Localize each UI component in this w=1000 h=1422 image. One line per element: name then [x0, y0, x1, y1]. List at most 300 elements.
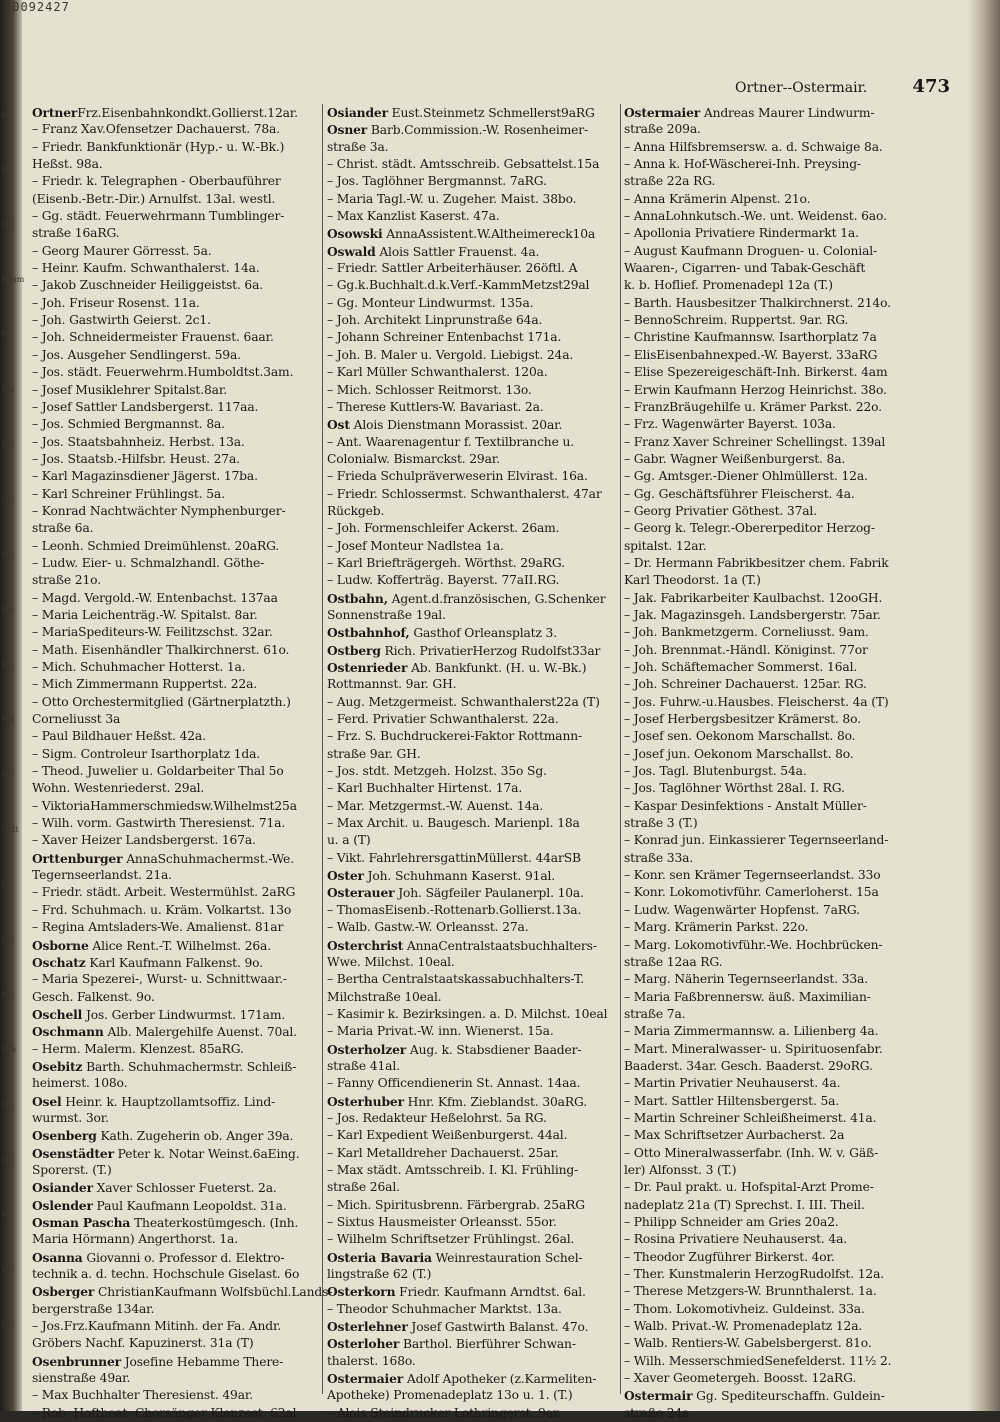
entry-text: – Sixtus Hausmeister Orleansst. 55or. [327, 1215, 557, 1229]
directory-entry-line [624, 503, 920, 520]
gutter-fragment: nd. [1, 220, 14, 229]
directory-entry-line [624, 312, 920, 329]
entry-text: Josefine Hebamme There- [120, 1354, 284, 1369]
gutter-fragment: Pr [1, 880, 11, 889]
entry-text: Frz.Eisenbahnkondkt.Gollierst.12ar. [77, 106, 298, 120]
gutter-fragment: Ma [1, 385, 14, 394]
entry-text: – Konr. Lokomotivführ. Camerloherst. 15a [624, 885, 879, 900]
directory-entry-line [624, 884, 920, 901]
directory-entry-line [624, 1214, 920, 1231]
entry-text: – Friedr. Bankfunktionär (Hyp.- u. W.-Bk.) [32, 139, 285, 154]
entry-text: straße 3a. [327, 139, 389, 154]
column-rule [620, 104, 621, 1394]
entry-text: nadeplatz 21a (T) Sprechst. I. III. Theil. [624, 1197, 865, 1212]
entry-text: – Otto Orchestermitglied (Gärtnerplatzth.) [32, 694, 291, 709]
directory-entry-line [327, 1162, 616, 1179]
directory-entry-line [327, 1093, 616, 1110]
directory-entry-line [624, 728, 920, 745]
entry-text: – Jos. Tagl. Blutenburgst. 54a. [624, 764, 807, 779]
entry-text: AnnaSchuhmachermst.-We. [122, 851, 294, 866]
entry-text: Rückgeb. [327, 503, 385, 518]
directory-entry-line [32, 277, 317, 294]
directory-entry-line [624, 295, 920, 312]
directory-entry-line [624, 382, 920, 399]
entry-text: straße 33a. [624, 850, 694, 865]
entry-text: Xaver Schlosser Fueterst. 2a. [92, 1181, 277, 1196]
entry-text: – Karl Magazinsdiener Jägerst. 17ba. [32, 469, 258, 484]
entry-text: – Martin Privatier Neuhauserst. 4a. [624, 1076, 841, 1091]
entry-text: – Paul Bildhauer Heßst. 42a. [32, 729, 206, 744]
directory-entry-line [624, 1370, 920, 1387]
directory-entry-line [327, 295, 616, 312]
entry-text: – Walb. Rentiers-W. Gabelsbergerst. 81o. [624, 1336, 872, 1351]
directory-entry-line [624, 1041, 920, 1058]
directory-entry-line [32, 902, 317, 919]
entry-text: AnnaCentralstaatsbuchhalters- [403, 938, 597, 953]
directory-entry-line [327, 832, 616, 849]
entry-text: – Johann Schreiner Entenbachst 171a. [327, 330, 562, 345]
directory-entry-line [32, 243, 317, 260]
entry-text: thalerst. 168o. [327, 1353, 416, 1368]
directory-entry-line [327, 763, 616, 780]
directory-entry-line [327, 329, 616, 346]
gutter-fragment: ins [1, 770, 13, 779]
directory-entry-line [624, 1075, 920, 1092]
directory-entry-line [327, 746, 616, 763]
directory-entry-line [327, 1075, 616, 1092]
page-edge [968, 0, 1000, 1411]
directory-entry-line [32, 867, 317, 884]
entry-text: – Mar. Metzgermst.-W. Auenst. 14a. [327, 798, 544, 813]
entry-text: Rich. PrivatierHerzog Rudolfst33ar [380, 643, 601, 658]
entry-text: Barb.Commission.-W. Rosenheimer- [367, 123, 589, 138]
entry-text: Colonialw. Bismarckst. 29ar. [327, 451, 500, 466]
entry-text: – Ant. Waarenagentur f. Textilbranche u. [327, 434, 574, 449]
directory-column-3 [624, 104, 920, 1422]
entry-text: Joh. Sägfeiler Paulanerpl. 10a. [394, 886, 584, 901]
directory-entry-line [327, 225, 616, 242]
directory-entry-line [327, 520, 616, 537]
directory-entry-line [624, 780, 920, 797]
directory-entry-line [32, 1266, 317, 1283]
directory-entry-line [624, 468, 920, 485]
entry-text: – Leonh. Schmied Dreimühlenst. 20aRG. [32, 538, 280, 553]
entry-text: straße 26al. [327, 1180, 400, 1195]
directory-entry-line [327, 121, 616, 138]
entry-text: – Sigm. Controleur Isarthorplatz 1da. [32, 746, 261, 761]
directory-entry-line [624, 1405, 920, 1422]
directory-entry-line [32, 919, 317, 936]
surname-heading: Osenbrunner [32, 1353, 121, 1369]
entry-text: Alois Sattler Frauenst. 4a. [375, 244, 540, 259]
entry-text: Baaderst. 34ar. Gesch. Baaderst. 29oRG. [624, 1058, 873, 1073]
surname-heading: Ost [327, 417, 350, 433]
directory-entry-line [32, 1162, 317, 1179]
surname-heading: Osteria Bavaria [327, 1249, 432, 1265]
entry-text: – Jos. Fuhrw.-u.Hausbes. Fleischerst. 4a (T) [624, 694, 889, 709]
directory-entry-line [32, 121, 317, 138]
entry-text: u. a (T) [327, 833, 371, 848]
directory-entry-line [327, 1283, 616, 1300]
entry-text: straße 6a. [32, 521, 94, 536]
entry-text: – Alois Steindrucker Lothringerst. 9ar. [327, 1405, 561, 1420]
entry-text: – Gg. Amtsger.-Diener Ohlmüllerst. 12a. [624, 469, 868, 484]
directory-entry-line [32, 1405, 317, 1422]
entry-text: Joh. Schuhmann Kaserst. 91al. [363, 869, 556, 884]
directory-entry-line [32, 312, 317, 329]
surname-heading: Osiander [32, 1180, 93, 1196]
gutter-fragment: Vo [1, 1265, 11, 1274]
directory-entry-line [32, 954, 317, 971]
directory-entry-line [32, 538, 317, 555]
entry-text: Agent.d.französischen, G.Schenker [387, 591, 606, 606]
entry-text: – Gg. Geschäftsführer Fleischerst. 4a. [624, 486, 855, 501]
surname-heading: Osterhuber [327, 1093, 404, 1109]
directory-entry-line [624, 1197, 920, 1214]
entry-text: – Apollonia Privatiere Rindermarkt 1a. [624, 226, 859, 241]
directory-entry-line [624, 1387, 920, 1404]
entry-text: – Barth. Hausbesitzer Thalkirchnerst. 214o. [624, 295, 891, 310]
entry-text: Paul Kaufmann Leopoldst. 31a. [92, 1198, 287, 1213]
surname-heading: Osenstädter [32, 1145, 114, 1161]
directory-entry-line [624, 416, 920, 433]
entry-text: Alois Dienstmann Morassist. 20ar. [349, 418, 563, 433]
directory-entry-line [624, 1058, 920, 1075]
entry-text: – Josef Monteur Nadlstea 1a. [327, 538, 504, 553]
entry-text: – Georg Privatier Göthest. 37al. [624, 503, 817, 518]
directory-entry-line [624, 555, 920, 572]
directory-entry-line [624, 191, 920, 208]
entry-text: wurmst. 3or. [32, 1110, 109, 1125]
entry-text: – Max städt. Amtsschreib. I. Kl. Frühling- [327, 1162, 579, 1177]
directory-entry-line [624, 156, 920, 173]
entry-text: – Regina Amtsladers-We. Amalienst. 81ar [32, 920, 284, 935]
entry-text: – Elise Spezereigeschäft-Inh. Birkerst. 4am [624, 365, 888, 380]
directory-entry-line [624, 1127, 920, 1144]
entry-text: – Magd. Vergold.-W. Entenbachst. 137aa [32, 590, 278, 605]
gutter-fragment: Ma [1, 440, 14, 449]
directory-entry-line [32, 1041, 317, 1058]
directory-entry-line [32, 329, 317, 346]
directory-entry-line [327, 798, 616, 815]
directory-entry-line [624, 1145, 920, 1162]
directory-entry-line [32, 1318, 317, 1335]
directory-entry-line [32, 347, 317, 364]
entry-text: ler) Alfonsst. 3 (T.) [624, 1162, 737, 1177]
entry-text: – Christine Kaufmannsw. Isarthorplatz 7a [624, 330, 877, 345]
gutter-fragment: Ma [1, 715, 14, 724]
entry-text: – Therese Metzgers-W. Brunnthalerst. 1a. [624, 1284, 877, 1299]
entry-text: Rottmannst. 9ar. GH. [327, 677, 457, 692]
directory-entry-line [327, 1335, 616, 1352]
directory-entry-line [624, 815, 920, 832]
directory-entry-line [32, 763, 317, 780]
directory-entry-line [32, 364, 317, 381]
directory-entry-line [327, 1370, 616, 1387]
entry-text: – Georg k. Telegr.-Obererpeditor Herzog- [624, 521, 875, 536]
directory-entry-line [624, 572, 920, 589]
entry-text: – Wilh. MesserschmiedSenefelderst. 11½ 2. [624, 1353, 892, 1368]
entry-text: Wwe. Milchst. 10eal. [327, 954, 455, 969]
directory-entry-line [624, 364, 920, 381]
entry-text: Andreas Maurer Lindwurm- [700, 106, 875, 120]
gutter-fragment: Co [1, 1100, 12, 1109]
directory-entry-line [32, 798, 317, 815]
entry-text: – Therese Kuttlers-W. Bavariast. 2a. [327, 399, 544, 414]
directory-entry-line [624, 1353, 920, 1370]
directory-entry-line [624, 954, 920, 971]
entry-text: – Max Archit. u. Baugesch. Marienpl. 18a [327, 816, 580, 831]
entry-text: heimerst. 108o. [32, 1076, 128, 1091]
entry-text: – Math. Eisenhändler Thalkirchnerst. 61o. [32, 642, 290, 657]
entry-text: Barth. Schuhmachermstr. Schleiß- [82, 1059, 297, 1074]
directory-entry-line [327, 1110, 616, 1127]
surname-heading: Osanna [32, 1249, 83, 1265]
directory-entry-line [32, 1197, 317, 1214]
directory-entry-line [32, 382, 317, 399]
gutter-fragment: Ge [1, 495, 13, 504]
entry-text: Tegernseerlandst. 21a. [32, 868, 172, 883]
directory-entry-line [327, 1127, 616, 1144]
directory-entry-line [624, 937, 920, 954]
entry-text: – Karl Müller Schwanthalerst. 120a. [327, 365, 548, 380]
surname-heading: Ostbahnhof, [327, 625, 410, 641]
entry-text: straße 9ar. GH. [327, 746, 421, 761]
directory-entry-line [624, 1006, 920, 1023]
entry-text: Jos. Gerber Lindwurmst. 171am. [82, 1007, 286, 1022]
directory-entry-line [327, 1301, 616, 1318]
entry-text: Gg. Spediteurschaffn. Guldein- [692, 1389, 885, 1404]
directory-entry-line [327, 104, 616, 121]
directory-entry-line [624, 104, 920, 121]
directory-entry-line [624, 676, 920, 693]
directory-entry-line [327, 971, 616, 988]
entry-text: – Joh. Bankmetzgerm. Corneliusst. 9am. [624, 625, 869, 640]
entry-text: – Joh. Brennmat.-Händl. Königinst. 77or [624, 642, 868, 657]
surname-heading: Osterholzer [327, 1041, 407, 1057]
entry-text: – Thom. Lokomotivheiz. Guldeinst. 33a. [624, 1301, 865, 1316]
entry-text: Barthol. Bierführer Schwan- [399, 1337, 576, 1352]
surname-heading: Osterkorn [327, 1284, 396, 1300]
directory-entry-line [32, 989, 317, 1006]
directory-entry-line [32, 1006, 317, 1023]
surname-heading: Osowski [327, 226, 383, 242]
entry-text: – Vikt. FahrlehrersgattinMüllerst. 44arSB [327, 850, 581, 865]
directory-entry-line [327, 382, 616, 399]
surname-heading: Osborne [32, 937, 89, 953]
surname-heading: Oschell [32, 1006, 83, 1022]
surname-heading: Oschatz [32, 954, 86, 970]
entry-text: Sporerst. (T.) [32, 1162, 112, 1177]
directory-entry-line [327, 486, 616, 503]
directory-entry-line [624, 607, 920, 624]
entry-text: – FranzBräugehilfe u. Krämer Parkst. 22o. [624, 399, 882, 414]
directory-entry-line [32, 468, 317, 485]
directory-entry-line [32, 1283, 333, 1300]
entry-text: – Jak. Fabrikarbeiter Kaulbachst. 12ooGH. [624, 590, 883, 605]
directory-entry-line [327, 1179, 616, 1196]
directory-entry-line [327, 277, 616, 294]
directory-entry-line [624, 694, 920, 711]
directory-entry-line [327, 780, 616, 797]
directory-entry-line [327, 139, 616, 156]
entry-text: Alb. Malergehilfe Auenst. 70al. [103, 1025, 297, 1040]
entry-text: – Frd. Schuhmach. u. Kräm. Volkartst. 13o [32, 902, 292, 917]
entry-text: Ab. Bankfunkt. (H. u. W.-Bk.) [407, 661, 587, 675]
directory-entry-line [327, 1318, 616, 1335]
directory-entry-line [327, 624, 616, 641]
surname-heading: Osebitz [32, 1058, 83, 1074]
directory-entry-line [624, 902, 920, 919]
directory-entry-line [32, 815, 317, 832]
entry-text: Milchstraße 10eal. [327, 989, 442, 1004]
surname-heading: Ostberg [327, 642, 381, 658]
directory-entry-line [32, 1249, 317, 1266]
entry-text: – Max Buchhalter Theresienst. 49ar. [32, 1388, 254, 1403]
directory-entry-line [624, 225, 920, 242]
entry-text: – Karl Buchhalter Hirtenst. 17a. [327, 781, 523, 796]
directory-entry-line [327, 173, 616, 190]
entry-text: – Franz Xaver Schreiner Schellingst. 139al [624, 434, 886, 449]
directory-entry-line [624, 919, 920, 936]
entry-text: – Ludw. Kofferträg. Bayerst. 77aII.RG. [327, 573, 560, 588]
entry-text: – Max Kanzlist Kaserst. 47a. [327, 209, 500, 224]
entry-text: Adolf Apotheker (z.Karmeliten- [403, 1372, 597, 1387]
directory-entry-line [624, 798, 920, 815]
directory-entry-line [32, 1145, 317, 1162]
surname-heading: Osterloher [327, 1336, 400, 1352]
gutter-fragment: Ko [1, 990, 12, 999]
entry-text: – Mart. Mineralwasser- u. Spirituosenfabr. [624, 1041, 883, 1056]
entry-text: – Anna k. Hof-Wäscherei-Inh. Preysing- [624, 157, 861, 172]
entry-text: AnnaAssistent.W.Altheimereck10a [382, 227, 596, 242]
directory-entry-line [327, 1041, 616, 1058]
directory-column-1 [32, 104, 333, 1422]
entry-text: – Jos. Redakteur Heßelohrst. 5a RG. [327, 1110, 547, 1125]
entry-text: Waaren-, Cigarren- und Tabak-Geschäft [624, 261, 866, 276]
surname-heading: Ostermaier [327, 1371, 404, 1387]
page-header [735, 76, 950, 97]
entry-text: – Ther. Kunstmalerin HerzogRudolfst. 12a. [624, 1267, 885, 1282]
entry-text: – Marg. Näherin Tegernseerlandst. 33a. [624, 972, 869, 987]
surname-heading: Orttenburger [32, 850, 123, 866]
entry-text: – Marg. Lokomotivführ.-We. Hochbrücken- [624, 937, 883, 952]
entry-text: straße 24a. [624, 1405, 694, 1420]
entry-text: – Herm. Malerm. Klenzest. 85aRG. [32, 1041, 244, 1056]
surname-heading: Osterchrist [327, 937, 404, 953]
directory-entry-line [327, 1023, 616, 1040]
entry-text: – Bertha Centralstaatskassabuchhalters-T. [327, 972, 585, 987]
directory-entry-line [624, 642, 920, 659]
entry-text: – Mich. Spiritusbrenn. Färbergrab. 25aRG [327, 1197, 585, 1212]
directory-entry-line [624, 538, 920, 555]
gutter-fragment: Ba [1, 1320, 12, 1329]
entry-text: – Joh. Schäftemacher Sommerst. 16al. [624, 660, 858, 674]
gutter-fragment: Baum [1, 275, 25, 284]
surname-heading: Oster [327, 868, 364, 884]
directory-entry-line [624, 434, 920, 451]
entry-text: – August Kaufmann Droguen- u. Colonial- [624, 243, 878, 258]
entry-text: – Jos. stdt. Metzgeh. Holzst. 35o Sg. [327, 764, 547, 779]
entry-text: – BennoSchreim. Ruppertst. 9ar. RG. [624, 313, 849, 328]
directory-entry-line [327, 954, 616, 971]
directory-entry-line [32, 624, 317, 641]
directory-entry-line [327, 642, 616, 659]
entry-text: – Jos. städt. Feuerwehrm.Humboldtst.3am. [32, 365, 294, 380]
directory-entry-line [624, 659, 920, 676]
entry-text: – Jos. Taglöhner Wörthst 28al. I. RG. [624, 781, 845, 796]
entry-text: – Marg. Krämerin Parkst. 22o. [624, 920, 809, 935]
directory-entry-line [32, 1231, 317, 1248]
directory-entry-line [327, 850, 616, 867]
gutter-fragment: Gott [1, 825, 19, 834]
directory-entry-line [327, 884, 616, 901]
directory-entry-line [624, 243, 920, 260]
directory-entry-line [327, 243, 616, 260]
entry-text: – Ludw. Wagenwärter Hopfenst. 7aRG. [624, 902, 860, 917]
surname-heading: Osner [327, 122, 368, 138]
entry-text: – Gabr. Wagner Weißenburgerst. 8a. [624, 451, 846, 466]
entry-text: Aug. k. Stabsdiener Baader- [406, 1042, 582, 1057]
entry-text: – ThomasEisenb.-Rottenarb.Gollierst.13a. [327, 902, 582, 917]
entry-text: – Konrad jun. Einkassierer Tegernseerland- [624, 833, 889, 848]
directory-entry-line [327, 815, 616, 832]
entry-text: – Theodor Schuhmacher Marktst. 13a. [327, 1301, 562, 1316]
directory-entry-line [327, 156, 616, 173]
directory-entry-line [327, 1249, 616, 1266]
entry-text: – Konr. sen Krämer Tegernseerlandst. 33o [624, 868, 881, 883]
gutter-fragment: ins [1, 935, 13, 944]
directory-entry-line [327, 659, 616, 676]
gutter-fragment: Ka [1, 660, 12, 669]
entry-text: – Maria Privat.-W. inn. Wienerst. 15a. [327, 1024, 554, 1039]
directory-entry-line [32, 1058, 317, 1075]
directory-entry-line [327, 503, 616, 520]
entry-text: (Eisenb.-Betr.-Dir.) Arnulfst. 13al. westl. [32, 191, 276, 206]
entry-text: spitalst. 12ar. [624, 538, 707, 553]
directory-entry-line [624, 763, 920, 780]
entry-text: – Frieda Schulpräverweserin Elvirast. 16a. [327, 469, 588, 484]
directory-entry-line [624, 1162, 920, 1179]
directory-column-2 [327, 104, 616, 1422]
entry-text: – Joh. Schreiner Dachauerst. 125ar. RG. [624, 677, 867, 692]
entry-text: – Joh. Schneidermeister Frauenst. 6aar. [32, 330, 274, 345]
entry-text: – Gg. Monteur Lindwurmst. 135a. [327, 295, 534, 310]
archive-stamp: 00092427 [4, 0, 70, 14]
surname-heading: Osenberg [32, 1128, 97, 1144]
entry-text: – Karl Briefträgergeh. Wörthst. 29aRG. [327, 555, 565, 570]
directory-entry-line [327, 1405, 616, 1422]
entry-text: – Josef sen. Oekonom Marschallst. 8o. [624, 729, 856, 744]
entry-text: – Mart. Sattler Hiltensbergerst. 5a. [624, 1093, 840, 1108]
entry-text: – Mich. Schuhmacher Hotterst. 1a. [32, 660, 246, 674]
directory-entry-line [624, 1283, 920, 1300]
entry-text: – Friedr. Sattler Arbeiterhäuser. 26öftl. A [327, 261, 578, 276]
entry-text: – Jak. Magazinsgeh. Landsbergerstr. 75ar. [624, 607, 881, 622]
directory-entry-line [327, 364, 616, 381]
entry-text: straße 16aRG. [32, 226, 120, 241]
directory-entry-line [32, 1335, 317, 1352]
gutter-fragment: Op [1, 1155, 13, 1164]
directory-entry-line [624, 208, 920, 225]
entry-text: ChristianKaufmann Wolfsbüchl.Lands- [94, 1285, 333, 1300]
directory-entry-line [327, 538, 616, 555]
surname-heading: Ortner [32, 105, 78, 120]
surname-heading: Osiander [327, 105, 388, 120]
entry-text: – Kaspar Desinfektions - Anstalt Müller- [624, 798, 867, 813]
directory-entry-line [32, 572, 317, 589]
entry-text: – Anna Hilfsbremsersw. a. d. Schwaige 8a. [624, 139, 883, 154]
